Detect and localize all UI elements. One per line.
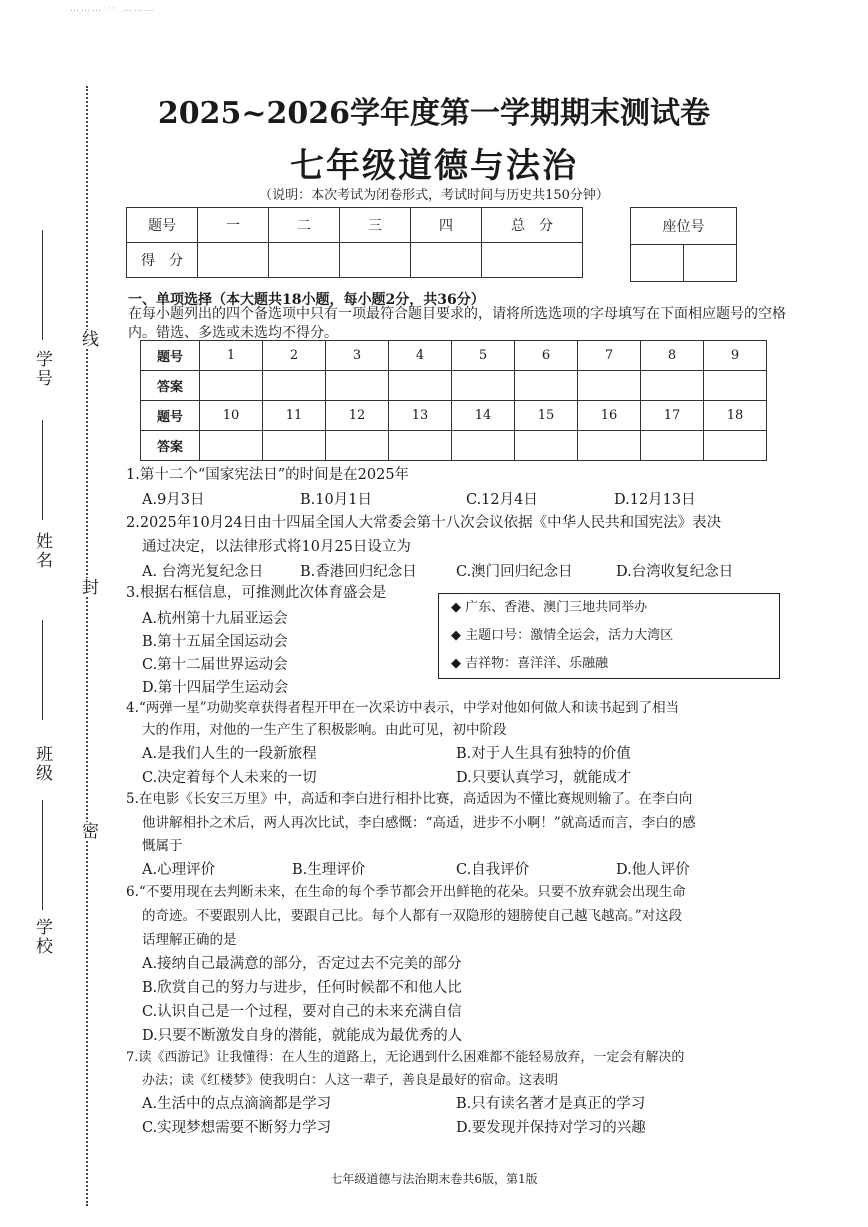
answer-grid-qnum: 18 (704, 401, 767, 431)
score-cell[interactable] (340, 243, 411, 278)
q4-option-c: C.决定着每个人未来的一切 (142, 770, 317, 786)
q3-info-line: ◆ 广东、香港、澳门三地共同举办 (451, 600, 648, 615)
answer-grid-qlabel: 题号 (141, 341, 200, 371)
q3-info-line: ◆ 吉祥物：喜洋洋、乐融融 (451, 656, 609, 671)
q7-option-c: C.实现梦想需要不断努力学习 (142, 1120, 332, 1136)
q7-option-b: B.只有读名著才是真正的学习 (456, 1096, 646, 1112)
answer-cell[interactable] (641, 371, 704, 401)
answer-grid-qnum: 1 (200, 341, 263, 371)
answer-grid-qnum: 9 (704, 341, 767, 371)
q3-info-box (438, 593, 780, 679)
q5-option-a: A.心理评价 (142, 862, 216, 878)
field-label-school: 学校 (32, 918, 52, 956)
binding-char-seal: 封 (76, 578, 101, 597)
question-5-stem-cont2: 慨属于 (142, 838, 183, 854)
q6-option-b: B.欣赏自己的努力与进步，任何时候都不和他人比 (142, 980, 462, 996)
score-header-4: 四 (411, 208, 482, 243)
q6-option-d: D.只要不断激发自身的潜能，就能成为最优秀的人 (142, 1028, 463, 1044)
answer-grid-qnum: 7 (578, 341, 641, 371)
section-instructions: 在每小题列出的四个备选项中只有一项最符合题目要求的，请将所选选项的字母填写在下面相应题号的空格内。错选、多选或未选均不得分。 (128, 306, 786, 341)
q4-option-b: B.对于人生具有独特的价值 (456, 746, 631, 762)
answer-grid-alabel: 答案 (141, 431, 200, 461)
score-cell[interactable] (411, 243, 482, 278)
question-2-stem: 2.2025年10月24日由十四届全国人大常委会第十八次会议依据《中华人民共和国宪法》表决 (126, 515, 722, 531)
field-label-student-id: 学号 (32, 350, 52, 388)
answer-cell[interactable] (326, 371, 389, 401)
q2-option-c: C.澳门回归纪念日 (456, 564, 573, 580)
question-5-stem: 5.在电影《长安三万里》中，高适和李白进行相扑比赛，高适因为不懂比赛规则输了。在李白向 (126, 791, 693, 807)
question-3-stem: 3.根据右框信息，可推测此次体育盛会是 (126, 585, 387, 601)
answer-cell[interactable] (452, 431, 515, 461)
seat-cell[interactable] (631, 245, 684, 282)
scan-header-noise: ……… ·· ……… (70, 4, 156, 14)
score-table (126, 207, 583, 278)
question-2-stem-cont: 通过决定，以法律形式将10月25日设立为 (142, 539, 411, 555)
question-6-stem-cont2: 话理解正确的是 (142, 932, 237, 948)
question-6-stem: 6.“不要用现在去判断未来，在生命的每个季节都会开出鲜艳的花朵。只要不放弃就会出现生命 (126, 884, 686, 900)
answer-cell[interactable] (704, 431, 767, 461)
binding-dotted-line (86, 86, 88, 1206)
answer-cell[interactable] (578, 431, 641, 461)
page-footer: 七年级道德与法治期末卷共6版，第1版 (330, 1172, 538, 1186)
answer-grid-qnum: 5 (452, 341, 515, 371)
score-header-total: 总 分 (482, 208, 583, 243)
question-7-stem: 7.读《西游记》让我懂得：在人生的道路上，无论遇到什么困难都不能轻易放弃，一定会有解决的 (126, 1050, 685, 1065)
answer-cell[interactable] (263, 431, 326, 461)
answer-cell[interactable] (515, 371, 578, 401)
score-header-label: 题号 (127, 208, 198, 243)
q3-option-d: D.第十四届学生运动会 (142, 680, 289, 696)
answer-grid-qnum: 17 (641, 401, 704, 431)
answer-cell[interactable] (263, 371, 326, 401)
q4-option-d: D.只要认真学习，就能成才 (456, 770, 632, 786)
question-4-stem-cont: 大的作用，对他的一生产生了积极影响。由此可见，初中阶段 (142, 722, 507, 738)
q7-option-a: A.生活中的点点滴滴都是学习 (142, 1096, 332, 1112)
question-1-stem: 1.第十二个“国家宪法日”的时间是在2025年 (126, 467, 410, 483)
answer-grid-alabel: 答案 (141, 371, 200, 401)
answer-cell[interactable] (578, 371, 641, 401)
answer-cell[interactable] (704, 371, 767, 401)
seat-table (630, 207, 737, 282)
answer-cell[interactable] (452, 371, 515, 401)
answer-grid-qnum: 16 (578, 401, 641, 431)
answer-grid-qnum: 14 (452, 401, 515, 431)
q1-option-b: B.10月1日 (300, 492, 372, 508)
answer-grid-qnum: 3 (326, 341, 389, 371)
field-label-class: 班级 (32, 745, 52, 783)
q6-option-c: C.认识自己是一个过程，要对自己的未来充满自信 (142, 1004, 462, 1020)
answer-grid-qnum: 8 (641, 341, 704, 371)
section-heading: 一、单项选择（本大题共18小题，每小题2分，共36分） (128, 292, 485, 308)
answer-cell[interactable] (641, 431, 704, 461)
answer-grid-qnum: 11 (263, 401, 326, 431)
question-7-stem-cont: 办法；读《红楼梦》使我明白：人这一辈子，善良是最好的宿命。这表明 (142, 1073, 559, 1088)
answer-grid-qnum: 6 (515, 341, 578, 371)
q3-info-line: ◆ 主题口号：激情全运会，活力大湾区 (451, 628, 674, 643)
answer-grid-qnum: 10 (200, 401, 263, 431)
q5-option-c: C.自我评价 (456, 862, 530, 878)
score-header-3: 三 (340, 208, 411, 243)
binding-char-line: 线 (76, 330, 101, 349)
q2-option-d: D.台湾收复纪念日 (616, 564, 734, 580)
answer-cell[interactable] (200, 431, 263, 461)
score-row-label: 得 分 (127, 243, 198, 278)
field-label-name: 姓名 (32, 532, 52, 570)
q5-option-d: D.他人评价 (616, 862, 690, 878)
field-line-name[interactable] (42, 420, 43, 520)
answer-grid-qnum: 2 (263, 341, 326, 371)
exam-subject: 七年级道德与法治 (290, 146, 578, 186)
question-6-stem-cont: 的奇迹。不要跟别人比，要跟自己比。每个人都有一双隐形的翅膀使自己越飞越高。”对这段 (142, 908, 683, 924)
field-line-student-id[interactable] (42, 230, 43, 340)
answer-grid (140, 340, 767, 461)
answer-grid-qlabel: 题号 (141, 401, 200, 431)
score-cell[interactable] (269, 243, 340, 278)
seat-cell[interactable] (684, 245, 737, 282)
q4-option-a: A.是我们人生的一段新旅程 (142, 746, 317, 762)
q2-option-a: A. 台湾光复纪念日 (142, 564, 264, 580)
q7-option-d: D.要发现并保持对学习的兴趣 (456, 1120, 646, 1136)
score-header-2: 二 (269, 208, 340, 243)
answer-grid-qnum: 4 (389, 341, 452, 371)
question-5-stem-cont: 他讲解相扑之术后，两人再次比试，李白感慨：“高适，进步不小啊！”就高适而言，李白的感 (142, 815, 696, 831)
score-cell-total[interactable] (482, 243, 583, 278)
q2-option-b: B.香港回归纪念日 (300, 564, 417, 580)
seat-label: 座位号 (631, 208, 737, 245)
answer-grid-qnum: 15 (515, 401, 578, 431)
exam-title: 2025~2026学年度第一学期期末测试卷 (157, 96, 711, 131)
answer-grid-qnum: 12 (326, 401, 389, 431)
binding-char-secret: 密 (76, 822, 101, 841)
field-line-class[interactable] (42, 620, 43, 720)
q6-option-a: A.接纳自己最满意的部分，否定过去不完美的部分 (142, 956, 462, 972)
score-header-1: 一 (198, 208, 269, 243)
answer-cell[interactable] (200, 371, 263, 401)
field-line-school[interactable] (42, 800, 43, 910)
q3-option-b: B.第十五届全国运动会 (142, 634, 288, 650)
q3-option-c: C.第十二届世界运动会 (142, 657, 288, 673)
answer-grid-qnum: 13 (389, 401, 452, 431)
question-4-stem: 4.“两弹一星”功勋奖章获得者程开甲在一次采访中表示，中学对他如何做人和读书起到了相当 (126, 700, 680, 716)
answer-cell[interactable] (389, 431, 452, 461)
answer-cell[interactable] (389, 371, 452, 401)
q1-option-d: D.12月13日 (614, 492, 696, 508)
q1-option-c: C.12月4日 (466, 492, 538, 508)
answer-cell[interactable] (515, 431, 578, 461)
answer-cell[interactable] (326, 431, 389, 461)
q3-option-a: A.杭州第十九届亚运会 (142, 611, 288, 627)
q1-option-a: A.9月3日 (142, 492, 205, 508)
score-cell[interactable] (198, 243, 269, 278)
q5-option-b: B.生理评价 (292, 862, 366, 878)
exam-note: （说明：本次考试为闭卷形式，考试时间与历史共150分钟） (259, 188, 609, 203)
